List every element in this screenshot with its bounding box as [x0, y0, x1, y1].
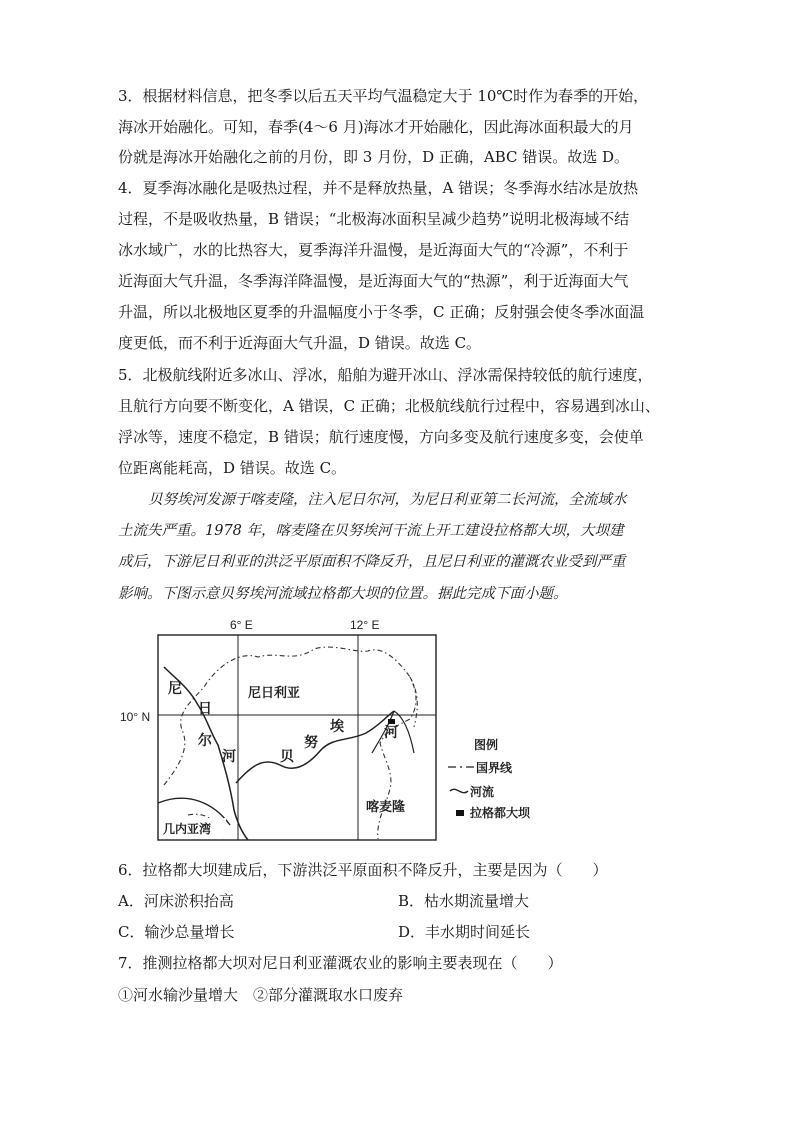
- answer-3-line-2: 海冰开始融化。可知，春季(4～6 月)海冰才开始融化，因此海冰面积最大的月: [118, 118, 634, 136]
- benue-river-map: [118, 615, 558, 850]
- label-niger-1: 尼: [168, 680, 182, 696]
- legend-river-symbol: [450, 789, 468, 792]
- answer-5-line-3: 浮冰等，速度不稳定，B 错误；航行速度慢，方向多变及航行速度多变，会使单: [118, 428, 644, 446]
- material-line-2: 土流失严重。1978 年，喀麦隆在贝努埃河干流上开工建设拉格都大坝，大坝建: [118, 523, 624, 539]
- border-segment: [410, 677, 417, 727]
- q6-stem: 6．拉格都大坝建成后，下游洪泛平原面积不降反升，主要是因为（ ）: [118, 861, 608, 879]
- answer-4-line-5: 升温，所以北极地区夏季的升温幅度小于冬季，C 正确；反射强会使冬季冰面温: [118, 303, 645, 321]
- lon-label-6e: 6° E: [230, 618, 253, 632]
- label-nigeria: 尼日利亚: [248, 685, 301, 700]
- q6-option-c: C．输沙总量增长: [118, 923, 235, 941]
- answer-3-line-3: 份就是海冰开始融化之前的月份，即 3 月份，D 正确，ABC 错误。故选 D。: [118, 148, 630, 166]
- label-niger-4: 河: [222, 748, 236, 764]
- label-benue-1: 贝: [280, 748, 294, 764]
- material-line-4: 影响。下图示意贝努埃河流域拉格都大坝的位置。据此完成下面小题。: [118, 586, 568, 602]
- legend-dam-label: 拉格都大坝: [470, 806, 531, 820]
- legend-title: 图例: [474, 738, 499, 752]
- label-niger-2: 日: [198, 700, 212, 716]
- legend-border-label: 国界线: [476, 761, 513, 775]
- answer-4-line-6: 度更低，而不利于近海面大气升温，D 错误。故选 C。: [118, 334, 482, 352]
- q7-line-1: ①河水输沙量增大 ②部分灌溉取水口废弃: [118, 986, 404, 1004]
- q6-option-d: D．丰水期时间延长: [398, 923, 531, 941]
- q6-option-b: B．枯水期流量增大: [398, 892, 530, 910]
- material-line-3: 成后，下游尼日利亚的洪泛平原面积不降反升，且尼日利亚的灌溉农业受到严重: [118, 554, 626, 570]
- lon-label-12e: 12° E: [350, 618, 380, 632]
- label-niger-3: 尔: [198, 732, 212, 748]
- q6-option-a: A．河床淤积抬高: [118, 892, 234, 910]
- lat-label-10n: 10° N: [120, 710, 151, 724]
- label-gulf: 几内亚湾: [163, 822, 212, 836]
- legend-dam-symbol: [456, 810, 464, 816]
- answer-4-line-4: 近海面大气升温，冬季海洋降温慢，是近海面大气的“热源”，利于近海面大气: [118, 272, 629, 290]
- answer-4-line-2: 过程，不是吸收热量，B 错误；“北极海冰面积呈减少趋势”说明北极海域不结: [118, 210, 630, 228]
- answer-5-line-1: 5．北极航线附近多冰山、浮冰，船舶为避开冰山、浮冰需保持较低的航行速度，: [118, 366, 653, 384]
- answer-5-line-4: 位距离能耗高，D 错误。故选 C。: [118, 459, 347, 477]
- label-cameroon: 喀麦隆: [366, 799, 406, 814]
- material-line-1: 贝努埃河发源于喀麦隆，注入尼日尔河，为尼日利亚第二长河流，全流域水: [148, 492, 627, 508]
- answer-4-line-1: 4．夏季海冰融化是吸热过程，并不是释放热量，A 错误；冬季海水结冰是放热: [118, 179, 639, 197]
- answer-5-line-2: 且航行方向要不断变化，A 错误，C 正确；北极航线航行过程中，容易遇到冰山、: [118, 397, 660, 415]
- label-benue-2: 努: [304, 734, 318, 750]
- answer-3-line-1: 3．根据材料信息，把冬季以后五天平均气温稳定大于 10℃时作为春季的开始，: [118, 87, 649, 105]
- answer-4-line-3: 冰水域广，水的比热容大，夏季海洋升温慢，是近海面大气的“冷源”，不利于: [118, 241, 629, 259]
- label-benue-4: 河: [384, 724, 398, 740]
- label-benue-3: 埃: [330, 718, 344, 734]
- q7-stem: 7．推测拉格都大坝对尼日利亚灌溉农业的影响主要表现在（ ）: [118, 954, 563, 972]
- legend-river-label: 河流: [470, 785, 495, 799]
